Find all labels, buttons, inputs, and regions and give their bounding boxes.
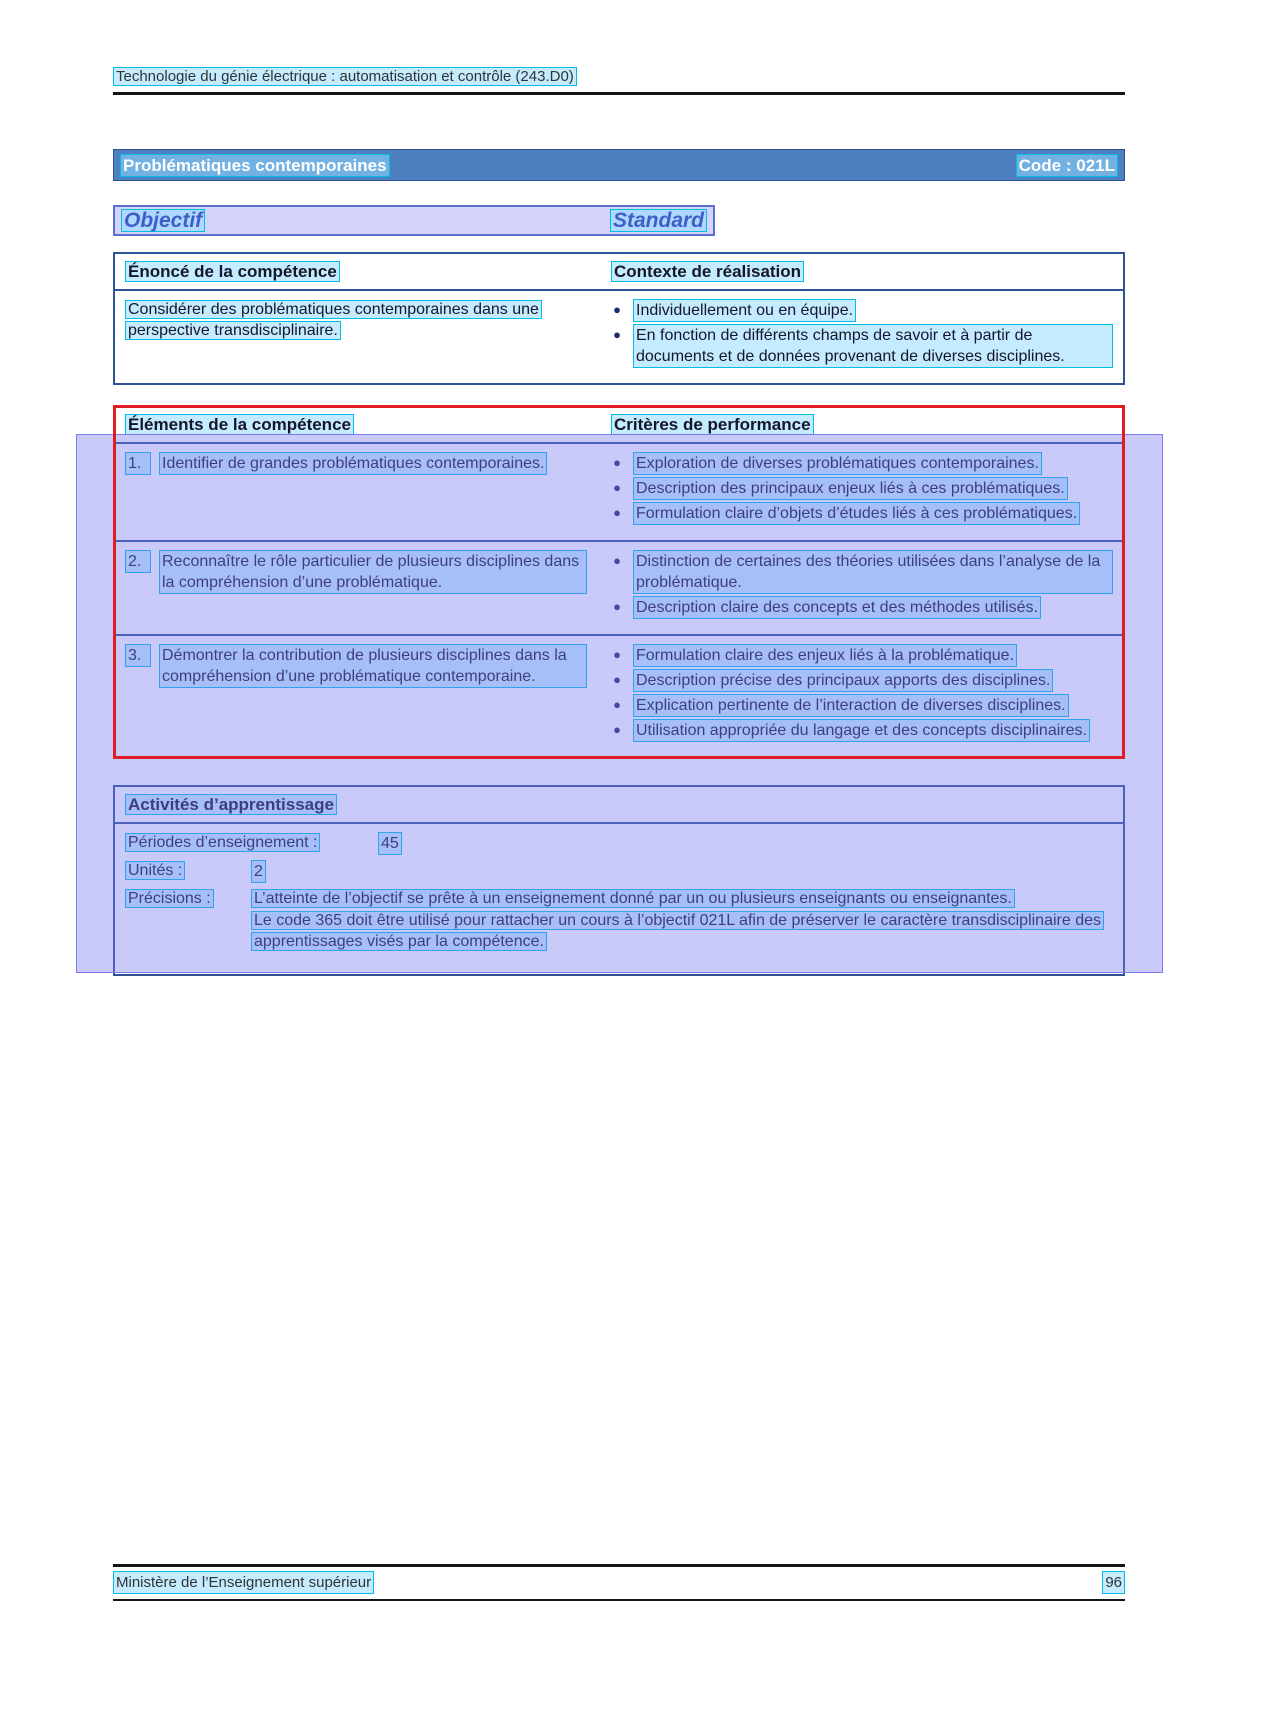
precisions-line: L’atteinte de l’objectif se prête à un enseignement donné par un ou plusieurs enseignants ou enseignantes. (251, 889, 1015, 908)
criterion-text: Formulation claire des enjeux liés à la problématique. (633, 644, 1017, 667)
header-enonce: Énoncé de la compétence (125, 261, 340, 282)
header-contexte: Contexte de réalisation (611, 261, 804, 282)
activities-table (113, 785, 1125, 976)
criterion-text: Exploration de diverses problématiques contemporaines. (633, 452, 1042, 475)
bullet-icon: ● (613, 599, 621, 614)
elements-table-header (115, 407, 1123, 444)
element-number: 3. (125, 644, 151, 667)
criterion-text: Description des principaux enjeux liés à ces problématiques. (633, 477, 1068, 500)
page-content (113, 66, 1125, 976)
footer-page-number: 96 (1102, 1571, 1125, 1594)
bullet-icon: ● (613, 327, 621, 342)
competence-table (113, 252, 1125, 385)
list-item (611, 299, 1113, 322)
element-text: Démontrer la contribution de plusieurs disciplines dans la compréhension d’une problématique contemporaine. (159, 644, 587, 688)
criterion-text: Description claire des concepts et des méthodes utilisés. (633, 596, 1041, 619)
objectif-standard-band (113, 205, 715, 236)
list-item (611, 477, 1113, 500)
element-text: Reconnaître le rôle particulier de plusieurs disciplines dans la compréhension d’une problématique. (159, 550, 587, 594)
periods-value: 45 (378, 832, 402, 855)
bullet-icon: ● (613, 302, 621, 317)
periods-row (125, 832, 1113, 855)
criterion-text: Explication pertinente de l’interaction de diverses disciplines. (633, 694, 1069, 717)
list-item (611, 719, 1113, 742)
periods-label: Périodes d’enseignement : (125, 833, 320, 852)
bullet-icon: ● (613, 647, 621, 662)
list-item (611, 694, 1113, 717)
list-item (611, 502, 1113, 525)
document-page (0, 66, 1275, 1717)
units-label: Unités : (125, 861, 185, 880)
list-item (611, 452, 1113, 475)
elements-table-row-3 (115, 634, 1123, 757)
criteria-bullet-list (611, 644, 1113, 742)
criteria-bullet-list (611, 550, 1113, 619)
banner-code: Code : 021L (1016, 154, 1118, 177)
list-item (611, 669, 1113, 692)
competence-statement: Considérer des problématiques contemporaines dans une perspective transdisciplinaire. (125, 300, 542, 340)
standard-heading: Standard (610, 209, 707, 232)
precisions-row (125, 888, 1113, 953)
bullet-icon: ● (613, 455, 621, 470)
precisions-label: Précisions : (125, 889, 214, 908)
criterion-text: Distinction de certaines des théories utilisées dans l’analyse de la problématique. (633, 550, 1113, 594)
competence-table-header (115, 254, 1123, 291)
objectif-heading: Objectif (121, 209, 205, 232)
element-text: Identifier de grandes problématiques contemporaines. (159, 452, 547, 475)
criterion-text: Utilisation appropriée du langage et des concepts disciplinaires. (633, 719, 1090, 742)
bullet-icon: ● (613, 505, 621, 520)
criteria-bullet-list (611, 452, 1113, 525)
bullet-icon: ● (613, 672, 621, 687)
bullet-icon: ● (613, 553, 621, 568)
activities-body (115, 824, 1123, 974)
precisions-text (251, 888, 1113, 953)
list-item (611, 324, 1113, 368)
context-bullet-text: Individuellement ou en équipe. (633, 299, 856, 322)
units-row (125, 860, 1113, 883)
criterion-text: Description précise des principaux apports des disciplines. (633, 669, 1053, 692)
running-header (113, 66, 1125, 95)
criterion-text: Formulation claire d’objets d’études liés à ces problématiques. (633, 502, 1080, 525)
bullet-icon: ● (613, 697, 621, 712)
precisions-line: Le code 365 doit être utilisé pour rattacher un cours à l’objectif 021L afin de préserver le caractère transdisciplinaire des apprentissages visés par la compétence. (251, 911, 1104, 951)
page-footer (113, 1564, 1125, 1601)
footer-ministry: Ministère de l’Enseignement supérieur (113, 1571, 374, 1594)
header-criteres: Critères de performance (611, 414, 814, 435)
list-item (611, 596, 1113, 619)
elements-table (113, 405, 1125, 759)
header-elements: Éléments de la compétence (125, 414, 354, 435)
element-number: 1. (125, 452, 151, 475)
competency-banner (113, 149, 1125, 181)
bullet-icon: ● (613, 480, 621, 495)
competence-table-row (115, 291, 1123, 383)
elements-table-row-1 (115, 444, 1123, 540)
context-bullet-text: En fonction de différents champs de savoir et à partir de documents et de données provenant de diverses disciplines. (633, 324, 1113, 368)
elements-table-row-2 (115, 540, 1123, 634)
list-item (611, 550, 1113, 594)
list-item (611, 644, 1113, 667)
activities-header (115, 787, 1123, 824)
context-bullet-list (611, 299, 1113, 368)
activities-title: Activités d’apprentissage (125, 794, 337, 815)
banner-title: Problématiques contemporaines (120, 154, 390, 177)
bullet-icon: ● (613, 722, 621, 737)
running-header-title: Technologie du génie électrique : automatisation et contrôle (243.D0) (113, 67, 577, 86)
element-number: 2. (125, 550, 151, 573)
units-value: 2 (251, 860, 266, 883)
